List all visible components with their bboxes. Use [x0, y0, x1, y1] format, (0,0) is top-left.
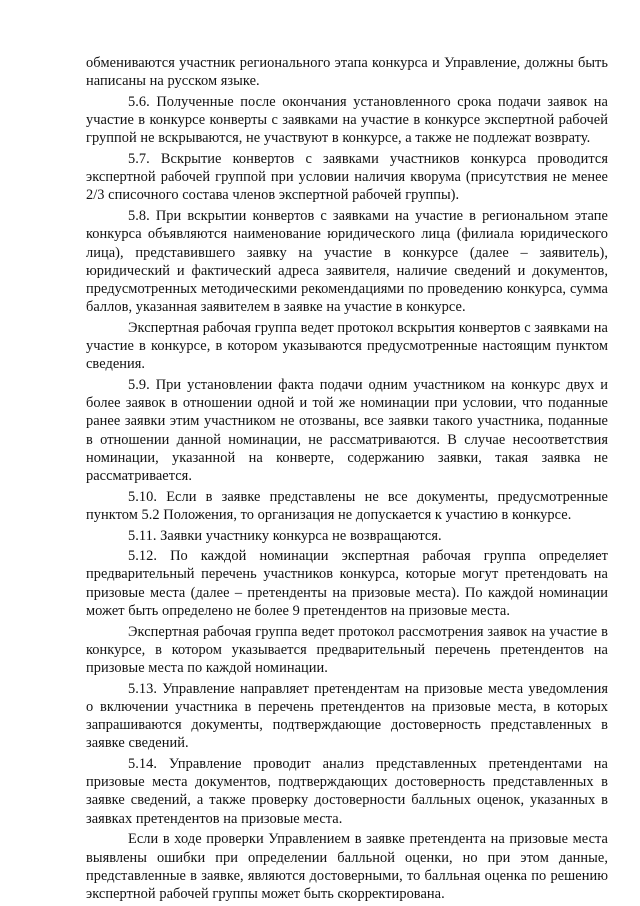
paragraph-5-14: 5.14. Управление проводит анализ представленных претендентами на призовые места документов, подтверждающих достоверность представленных в заявке сведений, а также проверку достоверности балльных оценок, указанных в заявках претендентов на призовые места. — [86, 756, 608, 827]
paragraph-5-12: 5.12. По каждой номинации экспертная рабочая группа определяет предварительный перечень участников конкурса, которые могут претендовать на призовые места (далее – претенденты на призовые места). По каждой номинации может быть определено не более 9 претендентов на призовые места. — [86, 548, 608, 619]
document-page — [86, 54, 608, 906]
paragraph-5-12-protocol: Экспертная рабочая группа ведет протокол рассмотрения заявок на участие в конкурсе, в котором указывается предварительный перечень претендентов на призовые места по каждой номинации. — [86, 623, 608, 676]
paragraph-5-10: 5.10. Если в заявке представлены не все документы, предусмотренные пунктом 5.2 Положения, то организация не допускается к участию в конкурсе. — [86, 488, 608, 523]
paragraph-5-8-protocol: Экспертная рабочая группа ведет протокол вскрытия конвертов с заявками на участие в конкурсе, в котором указываются предусмотренные настоящим пунктом сведения. — [86, 319, 608, 373]
paragraph-5-8: 5.8. При вскрытии конвертов с заявками на участие в региональном этапе конкурса объявляются наименование юридического лица (филиала юридического лица), представившего заявку на участие в конкурсе (далее – заявитель), юридический и фактический адреса заявителя, наличие сведений и документов, предусмотренных методическими рекомендациями по проведению конкурса, сумма баллов, указанная заявителем в заявке на участие в конкурсе. — [86, 208, 608, 316]
paragraph-5-14-correction: Если в ходе проверки Управлением в заявке претендента на призовые места выявлены ошибки при определении балльной оценки, но при этом данные, представленные в заявке, являются достоверными, то балльная оценка по решению экспертной рабочей группы может быть скорректирована. — [86, 831, 608, 902]
paragraph-5-7: 5.7. Вскрытие конвертов с заявками участников конкурса проводится экспертной рабочей группой при условии наличия кворума (присутствия не менее 2/3 списочного состава членов экспертной рабочей группы). — [86, 151, 608, 204]
paragraph-5-11: 5.11. Заявки участнику конкурса не возвращаются. — [128, 527, 442, 544]
paragraph-5-9: 5.9. При установлении факта подачи одним участником на конкурс двух и более заявок в отношении одной и той же номинации при условии, что поданные ранее заявки этим участником не отозваны, все заявки такого участника, поданные в отношении данной номинации, не рассматриваются. В случае несоответствия номинации, указанной на конверте, содержанию заявки, такая заявка не рассматривается. — [86, 376, 608, 484]
paragraph-continuation: обмениваются участник регионального этапа конкурса и Управление, должны быть написаны на русском языке. — [86, 55, 608, 90]
paragraph-5-6: 5.6. Полученные после окончания установленного срока подачи заявок на участие в конкурсе конверты с заявками на участие в конкурсе экспертной рабочей группой не вскрываются, не участвуют в конкурсе, а также не подлежат возврату. — [86, 93, 608, 147]
paragraph-5-13: 5.13. Управление направляет претендентам на призовые места уведомления о включении участника в перечень претендентов на призовые места, в которых запрашиваются документы, подтверждающие достоверность представленных в заявке сведений. — [86, 680, 608, 752]
